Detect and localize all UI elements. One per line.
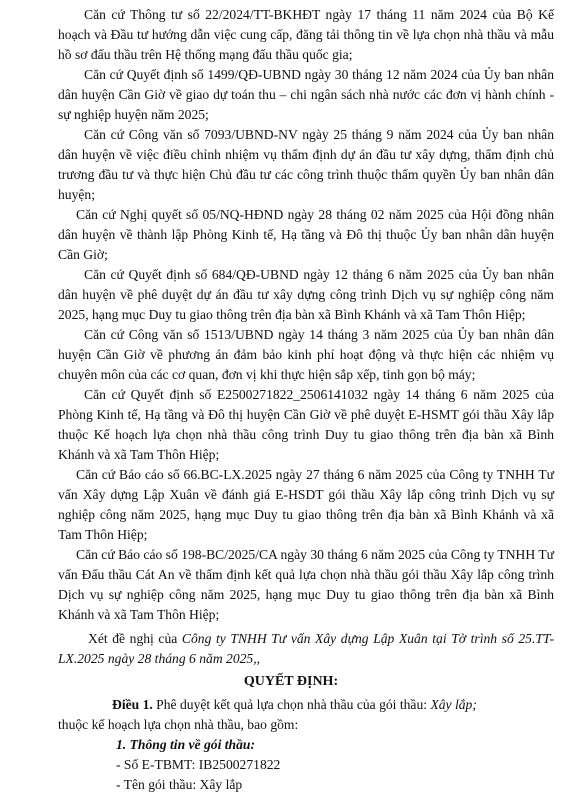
article-1-label: Điều 1. xyxy=(112,697,153,712)
legal-basis-paragraph-3: Căn cứ Công văn số 7093/UBND-NV ngày 25 tháng 9 năm 2024 của Ủy ban nhân dân huyện về việc điều chỉnh nhiệm vụ thẩm định dự án đầu tư xây dựng, thẩm định chủ trương đầu tư và thực hiện Chủ đầu tư các công trình thuộc thẩm quyền Ủy ban nhân dân huyện; xyxy=(58,127,554,202)
legal-basis-paragraph-8: Căn cứ Báo cáo số 66.BC-LX.2025 ngày 27 tháng 6 năm 2025 của Công ty TNHH Tư vấn Xây dựng Lập Xuân về đánh giá E-HSDT gói thầu Xây lắp công trình Dịch vụ sự nghiệp công năm 2025, hạng mục Duy tu giao thông trên địa bàn xã Bình Khánh và xã Tam Thôn Hiệp; xyxy=(58,467,554,542)
legal-basis-paragraph-2: Căn cứ Quyết định số 1499/QĐ-UBND ngày 30 tháng 12 năm 2024 của Ủy ban nhân dân huyện Cần Giờ về giao dự toán thu – chi ngân sách nhà nước các đơn vị hành chính - sự nghiệp huyện năm 2025; xyxy=(58,67,554,122)
proposal-italic: Công ty TNHH Tư vấn Xây dựng Lập Xuân tại Tờ trình số 25.TT-LX.2025 ngày 28 tháng 6 năm 2025,, xyxy=(58,631,554,666)
legal-basis-paragraph-6: Căn cứ Công văn số 1513/UBND ngày 14 tháng 3 năm 2025 của Ủy ban nhân dân huyện Cần Giờ về phương án đảm bảo kinh phí hoạt động và thực hiện các nhiệm vụ chuyên môn của các cơ quan, đơn vị khi thực hiện sắp xếp, tinh gọn bộ máy; xyxy=(58,327,554,382)
proposal-prefix: Xét đề nghị của xyxy=(88,631,182,646)
section-1-title: 1. Thông tin về gói thầu: xyxy=(116,737,255,752)
section-1-item: - Tên gói thầu: Xây lắp xyxy=(116,777,243,792)
legal-basis-paragraph-9: Căn cứ Báo cáo số 198-BC/2025/CA ngày 30 tháng 6 năm 2025 của Công ty TNHH Tư vấn Đấu thầu Cát An về thẩm định kết quả lựa chọn nhà thầu gói thầu Xây lắp công trình Dịch vụ sự nghiệp công năm 2025, hạng mục Duy tu giao thông trên địa bàn xã Bình Khánh và xã Tam Thôn Hiệp; xyxy=(58,547,554,622)
legal-basis-paragraph-4: Căn cứ Nghị quyết số 05/NQ-HĐND ngày 28 tháng 02 năm 2025 của Hội đồng nhân dân huyện về thành lập Phòng Kinh tế, Hạ tầng và Đô thị thuộc Ủy ban nhân dân huyện Cần Giờ; xyxy=(58,207,554,262)
article-1 xyxy=(58,695,554,715)
legal-basis-paragraph-7: Căn cứ Quyết định số E2500271822_2506141032 ngày 14 tháng 6 năm 2025 của Phòng Kinh tế, Hạ tầng và Đô thị huyện Cần Giờ về phê duyệt E-HSMT gói thầu Xây lắp thuộc Kế hoạch lựa chọn nhà thầu công trình Duy tu giao thông trên địa bàn xã Bình Khánh và xã Tam Thôn Hiệp; xyxy=(58,387,554,462)
decision-heading: QUYẾT ĐỊNH: xyxy=(243,674,339,689)
section-1-item: - Số E-TBMT: IB2500271822 xyxy=(116,757,281,772)
article-1-text: Phê duyệt kết quả lựa chọn nhà thầu của gói thầu: xyxy=(152,697,431,712)
article-1-package-type: Xây lắp; xyxy=(430,697,477,712)
proposal-paragraph xyxy=(58,629,554,669)
article-1-continuation: thuộc kế hoạch lựa chọn nhà thầu, bao gồm: xyxy=(58,717,299,732)
legal-basis-paragraph-1: Căn cứ Thông tư số 22/2024/TT-BKHĐT ngày 17 tháng 11 năm 2024 của Bộ Kế hoạch và Đầu tư hướng dẫn việc cung cấp, đăng tải thông tin về lựa chọn nhà thầu và mẫu hồ sơ đấu thầu trên Hệ thống mạng đấu thầu quốc gia; xyxy=(58,7,554,62)
legal-basis-paragraph-5: Căn cứ Quyết định số 684/QĐ-UBND ngày 12 tháng 6 năm 2025 của Ủy ban nhân dân huyện về phê duyệt dự án đầu tư xây dựng công trình Dịch vụ sự nghiệp công năm 2025, hạng mục Duy tu giao thông trên địa bàn xã Bình Khánh và xã Tam Thôn Hiệp; xyxy=(58,267,554,322)
